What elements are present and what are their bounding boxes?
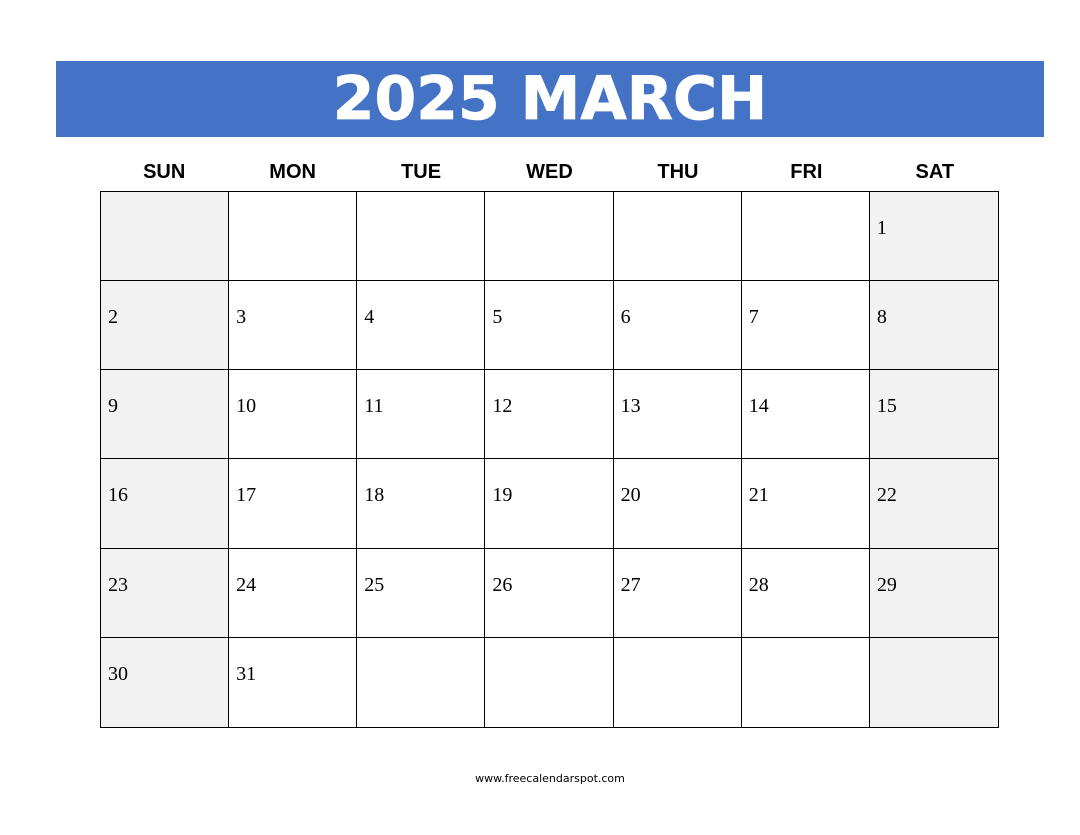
weekday-sat: SAT <box>915 161 955 183</box>
day-number: 15 <box>876 395 897 418</box>
day-number: 5 <box>492 306 503 329</box>
day-cell-mon <box>229 281 357 370</box>
day-cell-sun <box>101 281 229 370</box>
day-cell-sat <box>870 281 998 370</box>
day-number: 7 <box>748 306 759 329</box>
day-number: 31 <box>236 662 257 685</box>
day-cell-thu <box>614 638 742 727</box>
day-number: 17 <box>236 484 257 507</box>
day-cell-sun <box>101 549 229 638</box>
day-number: 10 <box>236 395 257 418</box>
day-number: 14 <box>748 395 769 418</box>
day-cell-sun <box>101 459 229 548</box>
footer-url: www.freecalendarspot.com <box>475 772 625 785</box>
day-number: 26 <box>492 573 513 596</box>
day-number: 9 <box>108 395 118 418</box>
day-number: 1 <box>876 217 887 239</box>
day-number: 20 <box>620 484 641 507</box>
day-number: 24 <box>236 573 257 596</box>
day-number: 29 <box>876 573 897 596</box>
day-number: 3 <box>236 306 247 329</box>
weekday-thu: THU <box>657 161 699 183</box>
day-cell-tue <box>357 370 485 459</box>
day-cell-wed <box>485 638 613 727</box>
weekday-sun: SUN <box>143 161 186 183</box>
day-cell-sat <box>870 370 998 459</box>
day-cell-sat <box>870 459 998 548</box>
day-number: 21 <box>748 484 769 507</box>
weekday-tue: TUE <box>401 161 442 183</box>
day-number: 28 <box>748 573 769 596</box>
day-cell-wed <box>485 370 613 459</box>
day-cell-mon <box>229 549 357 638</box>
day-cell-wed <box>485 281 613 370</box>
day-cell-fri <box>742 638 870 727</box>
day-cell-sun <box>101 370 229 459</box>
day-cell-fri <box>742 370 870 459</box>
day-cell-thu <box>614 281 742 370</box>
weekday-wed: WED <box>526 161 573 183</box>
day-number: 22 <box>876 484 897 507</box>
day-cell-sun <box>101 638 229 727</box>
calendar-grid <box>100 191 999 728</box>
day-number: 6 <box>620 306 631 329</box>
day-cell-fri <box>742 281 870 370</box>
day-cell-sun <box>101 192 229 281</box>
weekday-fri: FRI <box>790 161 823 183</box>
day-number: 13 <box>620 395 641 418</box>
day-cell-thu <box>614 370 742 459</box>
day-cell-mon <box>229 459 357 548</box>
day-cell-tue <box>357 459 485 548</box>
day-number: 2 <box>108 306 118 329</box>
day-cell-wed <box>485 459 613 548</box>
day-number: 4 <box>364 306 375 329</box>
day-number: 8 <box>876 306 887 329</box>
day-cell-tue <box>357 192 485 281</box>
title-banner <box>56 61 1044 137</box>
page-title: 2025 MARCH <box>332 64 768 134</box>
day-number: 19 <box>492 484 513 507</box>
day-cell-fri <box>742 459 870 548</box>
day-number: 30 <box>108 662 128 685</box>
day-cell-tue <box>357 638 485 727</box>
day-cell-thu <box>614 459 742 548</box>
day-cell-wed <box>485 192 613 281</box>
weekday-header-row <box>100 158 999 186</box>
day-cell-wed <box>485 549 613 638</box>
day-cell-tue <box>357 281 485 370</box>
day-cell-tue <box>357 549 485 638</box>
day-cell-mon <box>229 370 357 459</box>
day-number: 16 <box>108 484 128 507</box>
day-cell-thu <box>614 549 742 638</box>
day-number: 27 <box>620 573 641 596</box>
day-cell-sat <box>870 192 998 281</box>
day-cell-mon <box>229 638 357 727</box>
day-cell-fri <box>742 192 870 281</box>
day-number: 11 <box>364 395 384 418</box>
day-number: 12 <box>492 395 513 418</box>
day-cell-thu <box>614 192 742 281</box>
day-cell-sat <box>870 549 998 638</box>
weekday-mon: MON <box>269 161 316 183</box>
day-cell-fri <box>742 549 870 638</box>
day-number: 18 <box>364 484 385 507</box>
day-number: 25 <box>364 573 385 596</box>
day-cell-sat <box>870 638 998 727</box>
day-number: 23 <box>108 573 128 596</box>
day-cell-mon <box>229 192 357 281</box>
